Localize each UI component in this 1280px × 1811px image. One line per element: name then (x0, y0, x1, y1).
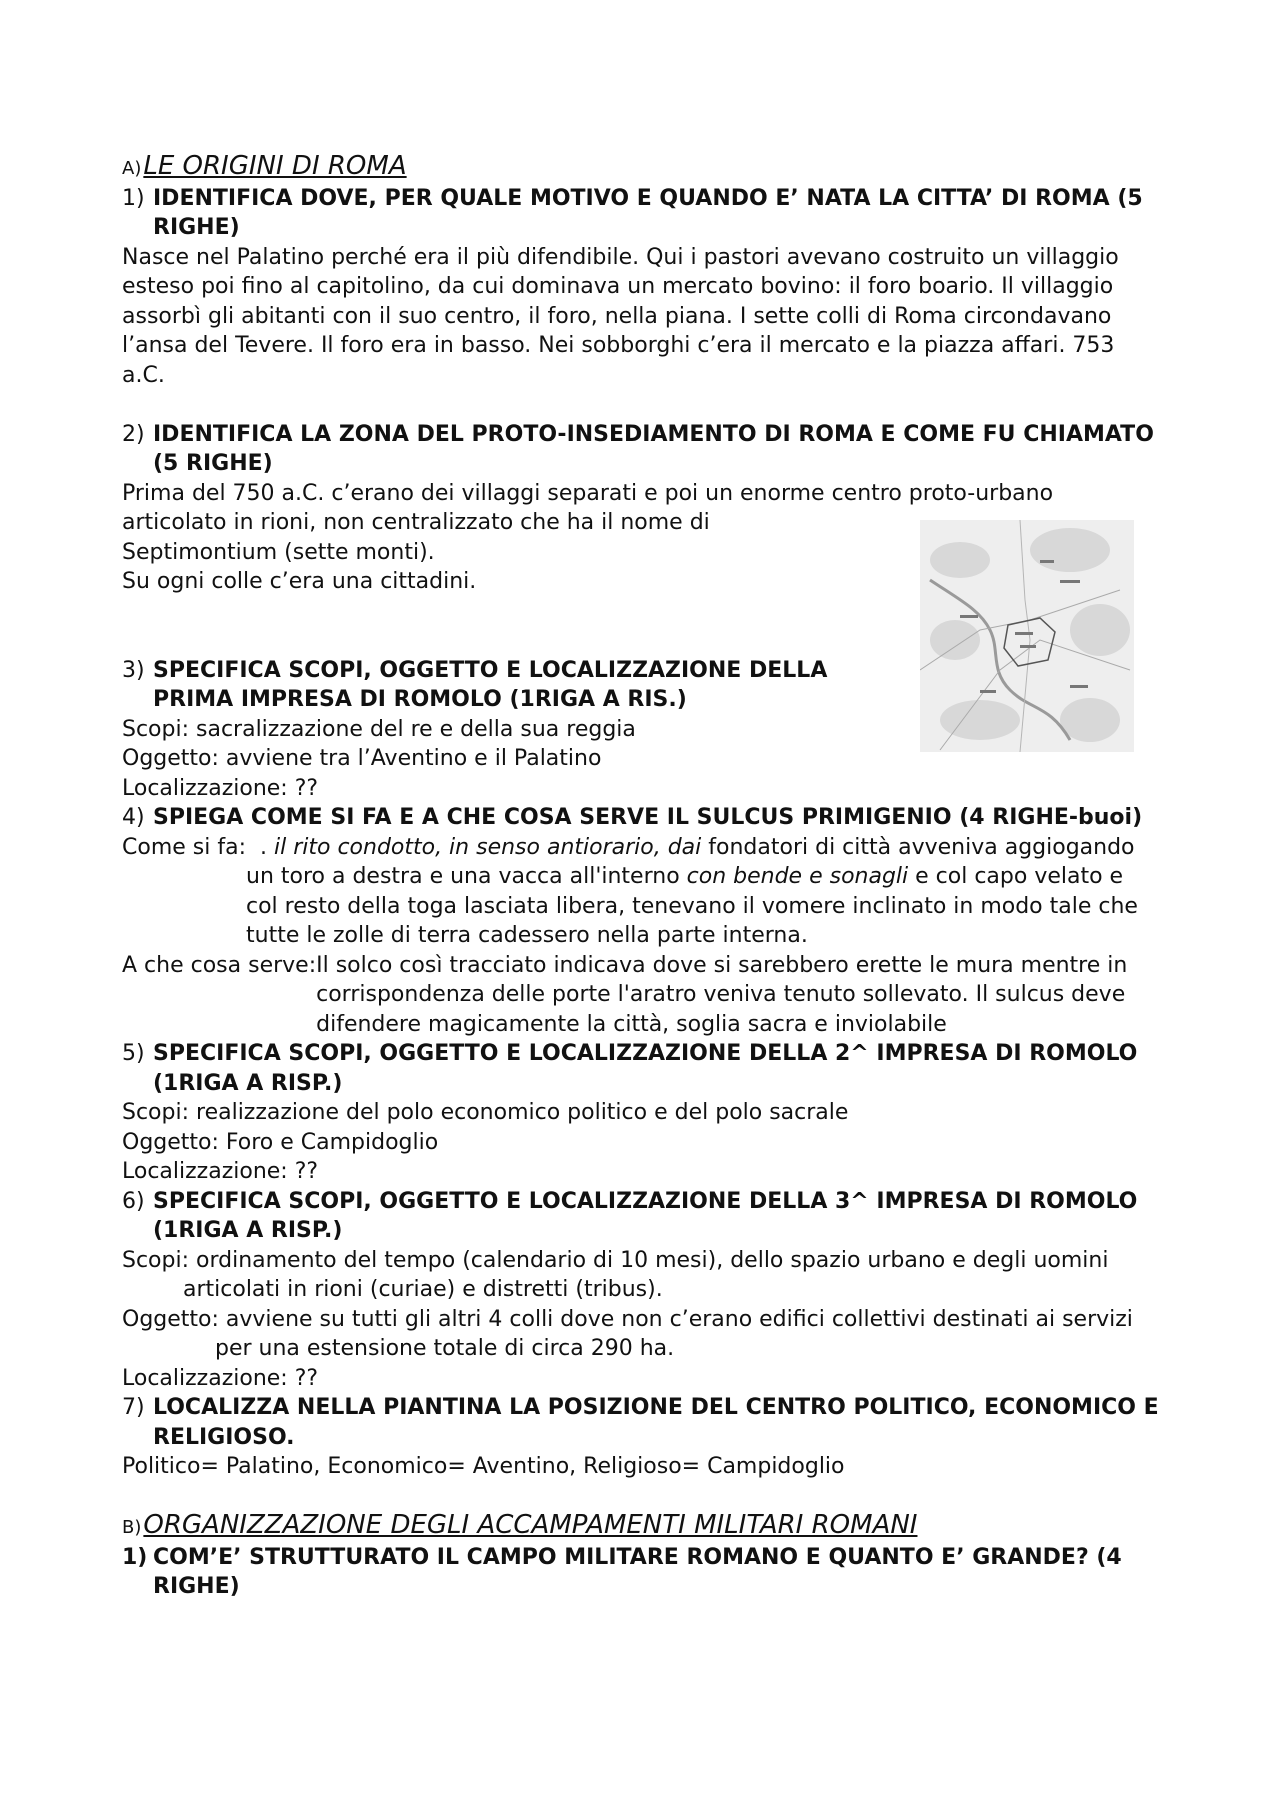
question-1 (122, 184, 1162, 243)
question-number: 4) (122, 805, 145, 830)
answer-6-oggetto: Oggetto: avviene su tutti gli altri 4 colli dove non c’erano edifici collettivi destinati ai servizi per una estensione totale di circa 290 ha. (122, 1306, 1133, 1361)
section-title: ORGANIZZAZIONE DEGLI ACCAMPAMENTI MILITARI ROMANI (143, 1510, 918, 1540)
answer-7: Politico= Palatino, Economico= Aventino, Religioso= Campidoglio (122, 1454, 845, 1479)
question-text: LOCALIZZA NELLA PIANTINA LA POSIZIONE DEL CENTRO POLITICO, ECONOMICO E RELIGIOSO. (153, 1395, 1159, 1450)
section-title: LE ORIGINI DI ROMA (143, 151, 407, 181)
question-number: 7) (122, 1395, 145, 1420)
question-number: 1) (122, 1544, 148, 1570)
question-number: 3) (122, 657, 145, 683)
answer-3-scopi: Scopi: sacralizzazione del re e della sua reggia (122, 716, 636, 742)
answer-6-localizzazione: Localizzazione: ?? (122, 1365, 319, 1391)
question-number: 1) (122, 185, 145, 211)
section-b-heading (122, 1511, 1162, 1543)
answer-3-oggetto: Oggetto: avviene tra l’Aventino e il Palatino (122, 746, 602, 771)
section-a-heading (122, 152, 1162, 184)
question-number: 6) (122, 1188, 145, 1214)
answer-2-line-4: Su ogni colle c’era una cittadini. (122, 569, 477, 594)
question-text: SPIEGA COME SI FA E A CHE COSA SERVE IL SULCUS PRIMIGENIO (4 RIGHE-buoi) (153, 805, 1143, 830)
question-2 (122, 420, 1162, 479)
question-text: SPECIFICA SCOPI, OGGETTO E LOCALIZZAZIONE DELLA 2^ IMPRESA DI ROMOLO (1RIGA A RISP.) (153, 1041, 1138, 1096)
answer-2-line-1: Prima del 750 a.C. c’erano dei villaggi separati e poi un enorme centro proto-urbano (122, 480, 1054, 506)
answer-1: Nasce nel Palatino perché era il più difendibile. Qui i pastori avevano costruito un villaggio esteso poi fino al capitolino, da cui dominava un mercato bovino: il foro boario. Il villaggio assorbì gli abitanti con il suo centro, il foro, nella piana. I sette colli di Roma circondavano l’ansa del Tevere. Il foro era in basso. Nei sobborghi c’era il mercato e la piazza affari. 753 a.C. (122, 244, 1119, 388)
answer-5-oggetto: Oggetto: Foro e Campidoglio (122, 1129, 439, 1155)
answer-5-scopi: Scopi: realizzazione del polo economico politico e del polo sacrale (122, 1100, 849, 1125)
answer-6-scopi: Scopi: ordinamento del tempo (calendario di 10 mesi), dello spazio urbano e degli uomini articolati in rioni (curiae) e distretti (tribus). (122, 1247, 1109, 1302)
map-drawing (920, 520, 1134, 752)
question-7 (122, 1393, 1162, 1452)
question-number: 5) (122, 1041, 145, 1066)
question-text-line-2: PRIMA IMPRESA DI ROMOLO (1RIGA A RIS.) (153, 687, 687, 712)
question-5 (122, 1039, 1162, 1098)
question-4 (122, 803, 1162, 833)
question-text: SPECIFICA SCOPI, OGGETTO E LOCALIZZAZIONE DELLA 3^ IMPRESA DI ROMOLO (1RIGA A RISP.) (153, 1188, 1138, 1243)
question-b1 (122, 1543, 1162, 1602)
answer-4-come-text: . il rito condotto, in senso antiorario, dai fondatori di città avveniva aggiogando un toro a destra e una vacca all'interno con bende e sonagli e col capo velato e col resto della toga lasciata libera, tenevano il vomere inclinato in modo tale che tutte le zolle di terra cadessero nella parte interna. (246, 834, 1138, 948)
label-a-che-cosa-serve: A che cosa serve: (122, 952, 317, 978)
document-page (122, 152, 1162, 1602)
answer-5-localizzazione: Localizzazione: ?? (122, 1159, 319, 1184)
question-text: COM’E’ STRUTTURATO IL CAMPO MILITARE ROMANO E QUANTO E’ GRANDE? (4 RIGHE) (153, 1544, 1122, 1599)
question-6 (122, 1187, 1162, 1246)
question-text-line-1: SPECIFICA SCOPI, OGGETTO E LOCALIZZAZIONE DELLA (153, 657, 828, 683)
question-text: IDENTIFICA LA ZONA DEL PROTO-INSEDIAMENTO DI ROMA E COME FU CHIAMATO (5 RIGHE) (153, 421, 1154, 476)
answer-3-localizzazione: Localizzazione: ?? (122, 775, 319, 801)
answer-4-a-che-cosa-serve (122, 951, 1162, 1040)
rome-map-image (920, 520, 1134, 752)
section-letter: B) (122, 1517, 142, 1538)
answer-2-line-2: articolato in rioni, non centralizzato che ha il nome di (122, 510, 710, 535)
question-text: IDENTIFICA DOVE, PER QUALE MOTIVO E QUANDO E’ NATA LA CITTA’ DI ROMA (5 RIGHE) (153, 185, 1143, 240)
section-letter: A) (122, 158, 142, 179)
answer-4-serve-text: Il solco così tracciato indicava dove si sarebbero erette le mura mentre in corrispondenza delle porte l'aratro veniva tenuto sollevato. Il sulcus deve difendere magicamente la città, soglia sacra e inviolabile (316, 952, 1128, 1037)
question-number: 2) (122, 421, 145, 447)
answer-4-come-si-fa (122, 833, 1162, 951)
label-come-si-fa: Come si fa: (122, 834, 246, 860)
answer-2-line-3: Septimontium (sette monti). (122, 539, 435, 565)
